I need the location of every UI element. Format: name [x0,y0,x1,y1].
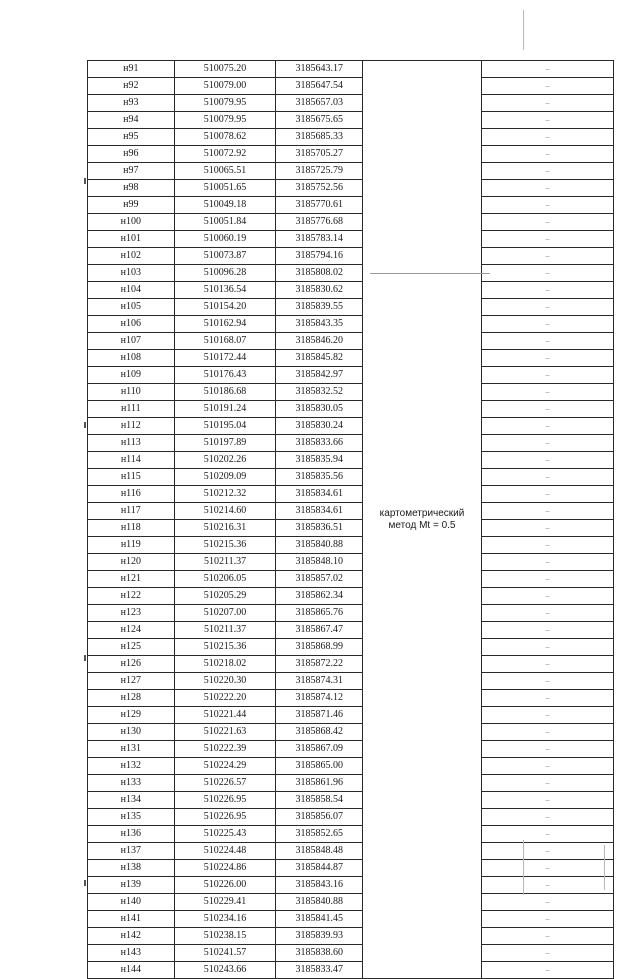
point-number-cell: н118 [88,520,175,537]
y-coordinate-cell: 3185835.56 [276,469,363,486]
point-number-cell: н133 [88,775,175,792]
y-coordinate-cell: 3185858.54 [276,792,363,809]
point-number-cell: н129 [88,707,175,724]
point-number-cell: н96 [88,146,175,163]
error-cell: – [481,894,613,911]
point-number-cell: н126 [88,656,175,673]
point-number-cell: н143 [88,945,175,962]
table-row [88,248,614,265]
point-number-cell: н137 [88,843,175,860]
table-row [88,690,614,707]
x-coordinate-cell: 510234.16 [174,911,276,928]
x-coordinate-cell: 510172.44 [174,350,276,367]
table-row [88,282,614,299]
error-cell: – [481,316,613,333]
x-coordinate-cell: 510186.68 [174,384,276,401]
y-coordinate-cell: 3185830.62 [276,282,363,299]
table-row [88,741,614,758]
error-cell: – [481,146,613,163]
x-coordinate-cell: 510241.57 [174,945,276,962]
y-coordinate-cell: 3185857.02 [276,571,363,588]
point-number-cell: н123 [88,605,175,622]
table-row [88,146,614,163]
table-row [88,231,614,248]
table-row [88,401,614,418]
point-number-cell: н140 [88,894,175,911]
table-row [88,673,614,690]
y-coordinate-cell: 3185874.12 [276,690,363,707]
y-coordinate-cell: 3185643.17 [276,61,363,78]
y-coordinate-cell: 3185862.34 [276,588,363,605]
x-coordinate-cell: 510221.63 [174,724,276,741]
x-coordinate-cell: 510206.05 [174,571,276,588]
point-number-cell: н112 [88,418,175,435]
error-cell: – [481,333,613,350]
x-coordinate-cell: 510205.29 [174,588,276,605]
scan-mark [370,273,490,274]
table-row [88,775,614,792]
error-cell: – [481,928,613,945]
x-coordinate-cell: 510222.20 [174,690,276,707]
y-coordinate-cell: 3185865.76 [276,605,363,622]
y-coordinate-cell: 3185839.55 [276,299,363,316]
error-cell: – [481,673,613,690]
x-coordinate-cell: 510051.65 [174,180,276,197]
y-coordinate-cell: 3185868.99 [276,639,363,656]
x-coordinate-cell: 510209.09 [174,469,276,486]
point-number-cell: н117 [88,503,175,520]
table-row [88,367,614,384]
error-cell: – [481,741,613,758]
x-coordinate-cell: 510224.86 [174,860,276,877]
table-row [88,758,614,775]
table-row [88,163,614,180]
y-coordinate-cell: 3185794.16 [276,248,363,265]
point-number-cell: н95 [88,129,175,146]
x-coordinate-cell: 510197.89 [174,435,276,452]
table-row [88,503,614,520]
y-coordinate-cell: 3185846.20 [276,333,363,350]
point-number-cell: н121 [88,571,175,588]
error-cell: – [481,384,613,401]
table-row [88,707,614,724]
error-cell: – [481,690,613,707]
error-cell: – [481,622,613,639]
table-row [88,214,614,231]
error-cell: – [481,469,613,486]
y-coordinate-cell: 3185856.07 [276,809,363,826]
table-row [88,622,614,639]
point-number-cell: н98 [88,180,175,197]
y-coordinate-cell: 3185841.45 [276,911,363,928]
error-cell: – [481,571,613,588]
error-cell: – [481,197,613,214]
y-coordinate-cell: 3185874.31 [276,673,363,690]
x-coordinate-cell: 510224.48 [174,843,276,860]
point-number-cell: н141 [88,911,175,928]
table-row [88,299,614,316]
y-coordinate-cell: 3185834.61 [276,486,363,503]
error-cell: – [481,724,613,741]
error-cell: – [481,112,613,129]
y-coordinate-cell: 3185836.51 [276,520,363,537]
x-coordinate-cell: 510207.00 [174,605,276,622]
x-coordinate-cell: 510176.43 [174,367,276,384]
table-row [88,333,614,350]
method-accuracy: метод Mt = 0.5 [388,519,456,531]
y-coordinate-cell: 3185705.27 [276,146,363,163]
point-number-cell: н125 [88,639,175,656]
y-coordinate-cell: 3185832.52 [276,384,363,401]
x-coordinate-cell: 510215.36 [174,537,276,554]
error-cell: – [481,486,613,503]
point-number-cell: н103 [88,265,175,282]
point-number-cell: н130 [88,724,175,741]
y-coordinate-cell: 3185839.93 [276,928,363,945]
error-cell: – [481,860,613,877]
table-row [88,435,614,452]
x-coordinate-cell: 510211.37 [174,554,276,571]
error-cell: – [481,95,613,112]
point-number-cell: н99 [88,197,175,214]
y-coordinate-cell: 3185842.97 [276,367,363,384]
point-number-cell: н111 [88,401,175,418]
error-cell: – [481,911,613,928]
y-coordinate-cell: 3185843.35 [276,316,363,333]
point-number-cell: н92 [88,78,175,95]
x-coordinate-cell: 510079.95 [174,112,276,129]
x-coordinate-cell: 510221.44 [174,707,276,724]
point-number-cell: н138 [88,860,175,877]
error-cell: – [481,605,613,622]
coordinates-table [87,60,614,979]
y-coordinate-cell: 3185843.16 [276,877,363,894]
table-row [88,112,614,129]
table-row [88,418,614,435]
y-coordinate-cell: 3185845.82 [276,350,363,367]
y-coordinate-cell: 3185868.42 [276,724,363,741]
x-coordinate-cell: 510078.62 [174,129,276,146]
table-row [88,520,614,537]
y-coordinate-cell: 3185833.66 [276,435,363,452]
error-cell: – [481,180,613,197]
point-number-cell: н135 [88,809,175,826]
x-coordinate-cell: 510216.31 [174,520,276,537]
table-row [88,129,614,146]
error-cell: – [481,843,613,860]
error-cell: – [481,792,613,809]
error-cell: – [481,163,613,180]
y-coordinate-cell: 3185852.65 [276,826,363,843]
point-number-cell: н97 [88,163,175,180]
x-coordinate-cell: 510195.04 [174,418,276,435]
error-cell: – [481,231,613,248]
point-number-cell: н104 [88,282,175,299]
scan-mark [84,178,86,184]
x-coordinate-cell: 510226.57 [174,775,276,792]
x-coordinate-cell: 510215.36 [174,639,276,656]
x-coordinate-cell: 510220.30 [174,673,276,690]
point-number-cell: н119 [88,537,175,554]
point-number-cell: н108 [88,350,175,367]
y-coordinate-cell: 3185871.46 [276,707,363,724]
y-coordinate-cell: 3185844.87 [276,860,363,877]
point-number-cell: н100 [88,214,175,231]
error-cell: – [481,758,613,775]
point-number-cell: н106 [88,316,175,333]
error-cell: – [481,775,613,792]
point-number-cell: н142 [88,928,175,945]
x-coordinate-cell: 510202.26 [174,452,276,469]
x-coordinate-cell: 510229.41 [174,894,276,911]
table-row [88,724,614,741]
point-number-cell: н107 [88,333,175,350]
point-number-cell: н136 [88,826,175,843]
x-coordinate-cell: 510136.54 [174,282,276,299]
point-number-cell: н127 [88,673,175,690]
x-coordinate-cell: 510218.02 [174,656,276,673]
point-number-cell: н124 [88,622,175,639]
y-coordinate-cell: 3185835.94 [276,452,363,469]
y-coordinate-cell: 3185865.00 [276,758,363,775]
y-coordinate-cell: 3185840.88 [276,894,363,911]
table-row [88,316,614,333]
point-number-cell: н93 [88,95,175,112]
point-number-cell: н131 [88,741,175,758]
table-row [88,962,614,979]
table-row [88,588,614,605]
table-row [88,265,614,282]
x-coordinate-cell: 510154.20 [174,299,276,316]
y-coordinate-cell: 3185685.33 [276,129,363,146]
error-cell: – [481,299,613,316]
x-coordinate-cell: 510226.95 [174,809,276,826]
error-cell: – [481,877,613,894]
determination-method-cell [363,61,482,979]
y-coordinate-cell: 3185840.88 [276,537,363,554]
point-number-cell: н109 [88,367,175,384]
x-coordinate-cell: 510224.29 [174,758,276,775]
table-row [88,452,614,469]
x-coordinate-cell: 510060.19 [174,231,276,248]
coordinates-table-body [88,61,614,979]
error-cell: – [481,265,613,282]
y-coordinate-cell: 3185657.03 [276,95,363,112]
table-row [88,656,614,673]
table-row [88,350,614,367]
x-coordinate-cell: 510214.60 [174,503,276,520]
x-coordinate-cell: 510226.95 [174,792,276,809]
table-row [88,469,614,486]
x-coordinate-cell: 510096.28 [174,265,276,282]
point-number-cell: н122 [88,588,175,605]
point-number-cell: н144 [88,962,175,979]
error-cell: – [481,61,613,78]
method-name: картометрический [379,507,465,519]
point-number-cell: н120 [88,554,175,571]
y-coordinate-cell: 3185647.54 [276,78,363,95]
x-coordinate-cell: 510079.00 [174,78,276,95]
error-cell: – [481,452,613,469]
point-number-cell: н101 [88,231,175,248]
x-coordinate-cell: 510075.20 [174,61,276,78]
x-coordinate-cell: 510168.07 [174,333,276,350]
table-row [88,911,614,928]
error-cell: – [481,639,613,656]
error-cell: – [481,78,613,95]
table-row [88,537,614,554]
scan-mark [523,840,524,895]
y-coordinate-cell: 3185872.22 [276,656,363,673]
table-row [88,928,614,945]
error-cell: – [481,520,613,537]
point-number-cell: н105 [88,299,175,316]
error-cell: – [481,588,613,605]
table-row [88,197,614,214]
error-cell: – [481,503,613,520]
x-coordinate-cell: 510065.51 [174,163,276,180]
x-coordinate-cell: 510079.95 [174,95,276,112]
table-row [88,877,614,894]
y-coordinate-cell: 3185867.09 [276,741,363,758]
table-row [88,809,614,826]
point-number-cell: н91 [88,61,175,78]
table-row [88,78,614,95]
scan-mark [84,880,86,886]
table-row [88,639,614,656]
y-coordinate-cell: 3185830.05 [276,401,363,418]
point-number-cell: н102 [88,248,175,265]
x-coordinate-cell: 510049.18 [174,197,276,214]
y-coordinate-cell: 3185752.56 [276,180,363,197]
table-row [88,894,614,911]
table-row [88,554,614,571]
point-number-cell: н134 [88,792,175,809]
error-cell: – [481,367,613,384]
error-cell: – [481,945,613,962]
scan-mark [523,10,524,50]
point-number-cell: н110 [88,384,175,401]
table-row [88,95,614,112]
scan-mark [84,655,86,661]
y-coordinate-cell: 3185808.02 [276,265,363,282]
error-cell: – [481,418,613,435]
x-coordinate-cell: 510051.84 [174,214,276,231]
x-coordinate-cell: 510072.92 [174,146,276,163]
error-cell: – [481,248,613,265]
y-coordinate-cell: 3185867.47 [276,622,363,639]
y-coordinate-cell: 3185838.60 [276,945,363,962]
table-row [88,180,614,197]
error-cell: – [481,826,613,843]
x-coordinate-cell: 510162.94 [174,316,276,333]
error-cell: – [481,282,613,299]
x-coordinate-cell: 510243.66 [174,962,276,979]
table-row [88,486,614,503]
y-coordinate-cell: 3185848.48 [276,843,363,860]
scan-mark [604,845,605,890]
error-cell: – [481,214,613,231]
y-coordinate-cell: 3185830.24 [276,418,363,435]
x-coordinate-cell: 510073.87 [174,248,276,265]
point-number-cell: н128 [88,690,175,707]
table-row [88,61,614,78]
error-cell: – [481,809,613,826]
x-coordinate-cell: 510212.32 [174,486,276,503]
point-number-cell: н114 [88,452,175,469]
table-row [88,945,614,962]
table-row [88,826,614,843]
y-coordinate-cell: 3185833.47 [276,962,363,979]
y-coordinate-cell: 3185834.61 [276,503,363,520]
table-row [88,571,614,588]
point-number-cell: н113 [88,435,175,452]
point-number-cell: н116 [88,486,175,503]
error-cell: – [481,350,613,367]
table-row [88,605,614,622]
y-coordinate-cell: 3185776.68 [276,214,363,231]
point-number-cell: н94 [88,112,175,129]
x-coordinate-cell: 510225.43 [174,826,276,843]
point-number-cell: н132 [88,758,175,775]
error-cell: – [481,656,613,673]
table-row [88,792,614,809]
x-coordinate-cell: 510222.39 [174,741,276,758]
x-coordinate-cell: 510226.00 [174,877,276,894]
table-row [88,384,614,401]
y-coordinate-cell: 3185783.14 [276,231,363,248]
y-coordinate-cell: 3185848.10 [276,554,363,571]
error-cell: – [481,129,613,146]
point-number-cell: н115 [88,469,175,486]
scan-mark [84,422,86,428]
error-cell: – [481,962,613,979]
error-cell: – [481,401,613,418]
y-coordinate-cell: 3185675.65 [276,112,363,129]
table-row [88,860,614,877]
error-cell: – [481,554,613,571]
y-coordinate-cell: 3185770.61 [276,197,363,214]
error-cell: – [481,537,613,554]
y-coordinate-cell: 3185725.79 [276,163,363,180]
error-cell: – [481,707,613,724]
x-coordinate-cell: 510191.24 [174,401,276,418]
x-coordinate-cell: 510211.37 [174,622,276,639]
x-coordinate-cell: 510238.15 [174,928,276,945]
table-row [88,843,614,860]
y-coordinate-cell: 3185861.96 [276,775,363,792]
point-number-cell: н139 [88,877,175,894]
error-cell: – [481,435,613,452]
